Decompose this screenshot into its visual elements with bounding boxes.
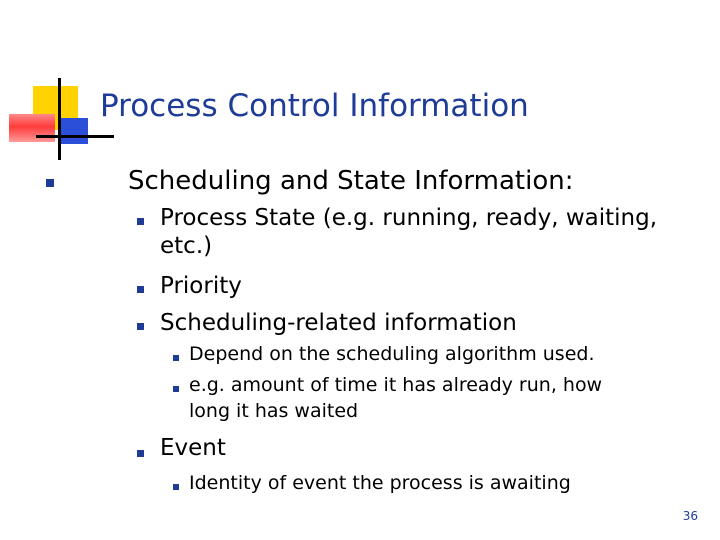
bullet-marker: [137, 286, 144, 293]
bullet-marker: [46, 179, 54, 187]
bullet-marker: [137, 323, 144, 330]
bullet-amount-time-line1: e.g. amount of time it has already run, how: [189, 374, 603, 396]
logo-horizontal-line: [36, 135, 114, 138]
bullet-marker: [173, 484, 179, 490]
bullet-marker: [137, 450, 144, 457]
bullet-event: Event: [160, 435, 226, 461]
bullet-amount-time-line2: long it has waited: [189, 400, 359, 422]
bullet-identity-event: Identity of event the process is awaiting: [189, 472, 571, 494]
bullet-marker: [173, 386, 179, 392]
bullet-scheduling-state: Scheduling and State Information:: [128, 166, 574, 196]
logo-blue-square: [60, 118, 88, 144]
page-number: 36: [682, 509, 698, 523]
bullet-marker: [173, 355, 179, 361]
bullet-scheduling-related: Scheduling-related information: [160, 310, 517, 336]
logo-vertical-line: [58, 78, 61, 160]
bullet-process-state-line2: etc.): [160, 233, 213, 259]
slide-title: Process Control Information: [100, 88, 529, 124]
bullet-priority: Priority: [160, 273, 242, 299]
slide-logo-graphic: [0, 0, 120, 170]
bullet-depend-algorithm: Depend on the scheduling algorithm used.: [189, 343, 595, 365]
bullet-process-state-line1: Process State (e.g. running, ready, waiting,: [160, 205, 658, 231]
bullet-marker: [137, 218, 144, 225]
